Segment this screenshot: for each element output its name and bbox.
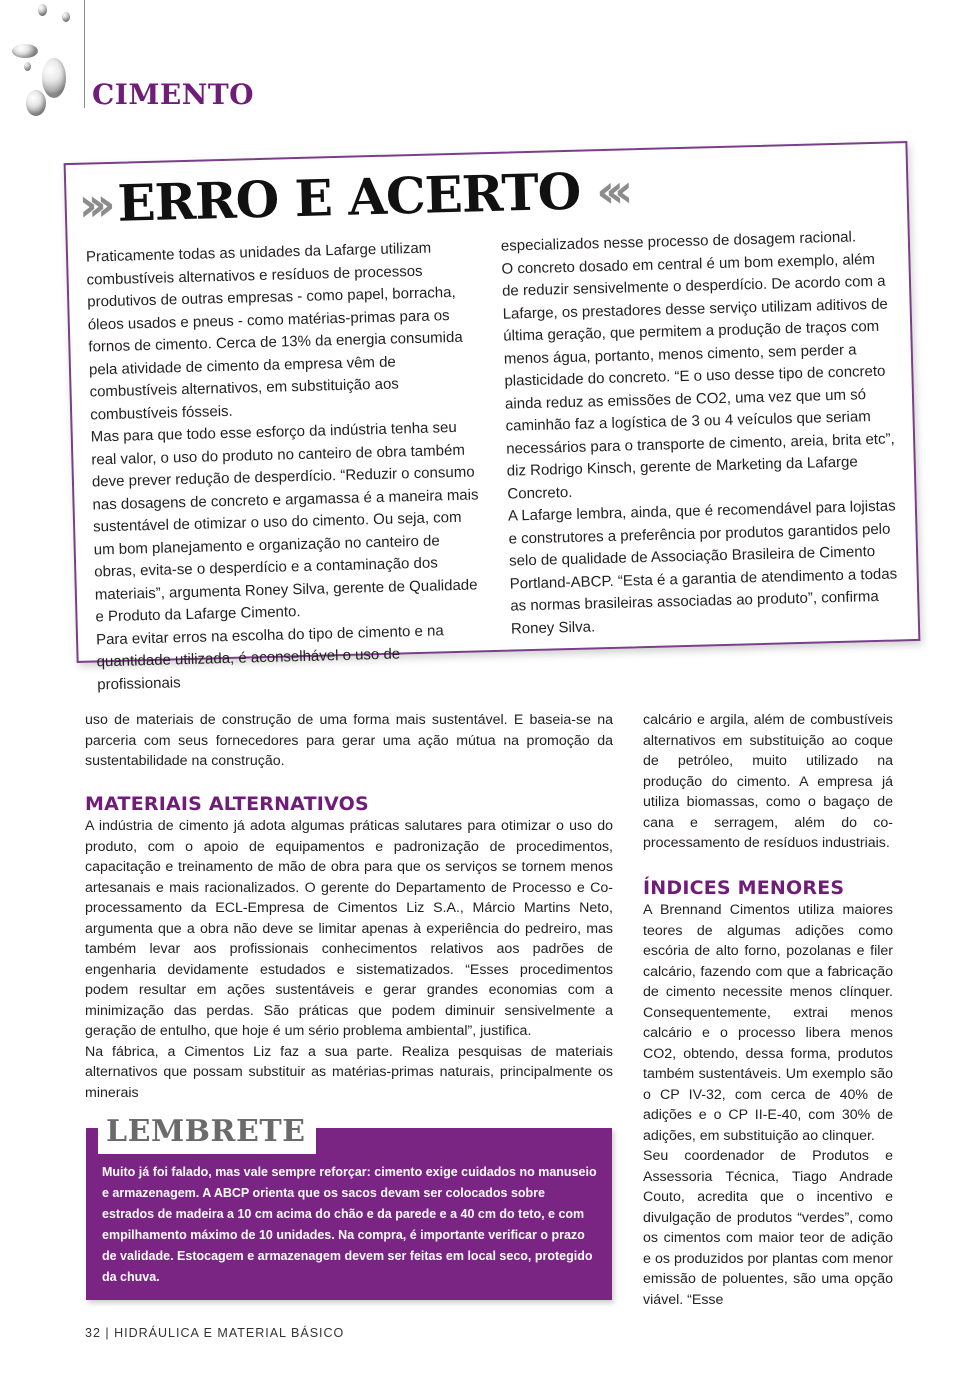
water-drop-icon — [12, 44, 38, 58]
article-right-column — [643, 710, 893, 1310]
page-footer — [85, 1326, 344, 1340]
box-paragraph: A Lafarge lembra, ainda, que é recomendável para lojistas e construtores a preferência por produtos garantidos pelo selo de qualidade de Associação Brasileira de Cimento Portland-ABCP. “Esta é a garantia de atendimento a todas as normas brasileiras associadas ao produto”, confirma Roney Silva. — [507, 497, 898, 638]
footer-separator: | — [105, 1326, 110, 1340]
article-left-column — [85, 710, 613, 1103]
article-paragraph: Seu coordenador de Produtos e Assessoria Técnica, Tiago Andrade Couto, acredita que o incentivo e divulgação de produtos “verdes”, como os cimentos com maior teor de adição e os produzidos por plantas com menor emissão de poluentes, são uma opção viável. “Esse — [643, 1148, 893, 1308]
chevron-right-icon: ››› — [77, 176, 107, 232]
chevron-left-icon: ‹‹‹ — [595, 163, 624, 218]
article-paragraph: A indústria de cimento já adota algumas práticas salutares para otimizar o uso do produto, com o apoio de equipamentos e padronização de procedimentos, capacitação e treinamento de mão de obra para que os serviços se tornem menos artesanais e mais racionalizados. O gerente do Departamento de Processo e Co-processamento da ECL-Empresa de Cimentos Liz S.A., Márcio Martins Neto, argumenta que a obra não deve se limitar apenas à experiência do pedreiro, mas também levar aos profissionais conhecimentos relativos aos padrões de engenharia devidamente estudados e sistematizados. “Esses procedimentos podem resultar em ações sustentáveis e gerar grandes economias com a minimização das perdas. São práticas que podem diminuir sensivelmente a geração de entulho, que hoje é um sério problema ambiental”, justifica. — [85, 818, 613, 1039]
water-drops-decoration — [0, 0, 80, 120]
water-drop-icon — [62, 12, 70, 22]
spacer — [85, 772, 613, 784]
water-drop-icon — [24, 62, 31, 71]
box-paragraph: especializados nesse processo de dosagem racional. — [500, 228, 857, 255]
page-number: 32 — [85, 1326, 101, 1340]
lembrete-box — [86, 1114, 612, 1300]
article-paragraph: calcário e argila, além de combustíveis alternativos em substituição ao coque de petróleo, muito utilizado na produção do cimento. A empresa já utiliza biomassas, como o bagaço de cana e serragem, além do co-processamento de resíduos industriais. — [643, 712, 893, 851]
box-columns — [86, 226, 902, 697]
box-paragraph: Mas para que todo esse esforço da indústria tenha seu real valor, o uso do produto no canteiro de obra também deve prever redução de desperdício. “Reduzir o consumo nas dosagens de concreto e argamassa é a maneira mais sustentável de otimizar o uso do cimento. Ou seja, com um bom planejamento e organização no canteiro de obras, evita-se o desperdício e a contaminação dos materiais”, argumenta Roney Silva, gerente de Qualidade e Produto da Lafarge Cimento. — [90, 418, 479, 626]
header-divider — [84, 0, 85, 108]
heading-indices-menores: ÍNDICES MENORES — [643, 876, 845, 899]
heading-materiais-alternativos: MATERIAIS ALTERNATIVOS — [85, 792, 369, 815]
water-drop-icon — [42, 58, 66, 98]
article-paragraph: uso de materiais de construção de uma forma mais sustentável. E baseia-se na parceria com seus fornecedores para gerar uma ação mútua na promoção da sustentabilidade na construção. — [85, 712, 613, 769]
article-paragraph: A Brennand Cimentos utiliza maiores teores de algumas adições como escória de alto forno, pozolanas e filer calcário, fazendo com que a fabricação de cimento necessite menos clínquer. Consequentemente, extrai menos calcário e o processo libera menos CO2, obtendo, dessa forma, produtos também sustentáveis. Um exemplo são o CP IV-32, com cerca de 40% de adições e o CP II-E-40, com 30% de adições, em substituição ao clinquer. — [643, 902, 893, 1144]
box-left-column — [86, 236, 487, 696]
water-drop-icon — [38, 4, 47, 16]
box-paragraph: O concreto dosado em central é um bom exemplo, além de reduzir sensivelmente o desperdício. De acordo com a Lafarge, os prestadores desse serviço utilizam aditivos de última geração, que permitem a produção de traços com menos água, portanto, menos cimento, sem perder a plasticidade do concreto. “E o uso desse tipo de concreto ainda reduz as emissões de CO2, uma vez que um só caminhão faz a logística de 3 ou 4 veículos que seriam necessários para o transporte de cimento, areia, brita etc”, diz Rodrigo Kinsch, gerente de Marketing da Lafarge Concreto. — [501, 250, 895, 503]
water-drop-icon — [26, 90, 46, 116]
lembrete-tab — [98, 1110, 316, 1154]
lembrete-title: LEMBRETE — [106, 1114, 306, 1149]
publication-name: HIDRÁULICA E MATERIAL BÁSICO — [114, 1326, 345, 1340]
section-label: CIMENTO — [92, 78, 255, 111]
box-title: ERRO E ACERTO — [116, 161, 582, 233]
box-title-row — [78, 161, 624, 234]
box-paragraph: Para evitar erros na escolha do tipo de cimento e na quantidade utilizada, é aconselhável o uso de profissionais — [95, 621, 444, 693]
box-right-column — [501, 226, 902, 686]
spacer — [643, 854, 893, 868]
lembrete-body: Muito já foi falado, mas vale sempre reforçar: cimento exige cuidados no manuseio e armazenagem. A ABCP orienta que os sacos devam ser colocados sobre estrados de madeira a 10 cm acima do chão e da parede e a 40 cm do teto, e com empilhamento máximo de 10 unidades. Na compra, é importante verificar o prazo de validade. Estocagem e armazenagem devem ser feitas em local seco, protegido da chuva. — [102, 1165, 597, 1284]
erro-e-acerto-box — [64, 141, 921, 693]
box-paragraph: Praticamente todas as unidades da Lafarge utilizam combustíveis alternativos e resíduos de processos produtivos de outras empresas - como papel, borracha, óleos usados e pneus - como matérias-primas para os fornos de cimento. Cerca de 13% da energia consumida pela atividade de cimento da empresa vêm de combustíveis alternativos, em substituição aos combustíveis fósseis. — [85, 239, 463, 424]
article-paragraph: Na fábrica, a Cimentos Liz faz a sua parte. Realiza pesquisas de materiais alternativos que possam substituir as matérias-primas naturais, principalmente os minerais — [85, 1043, 613, 1101]
